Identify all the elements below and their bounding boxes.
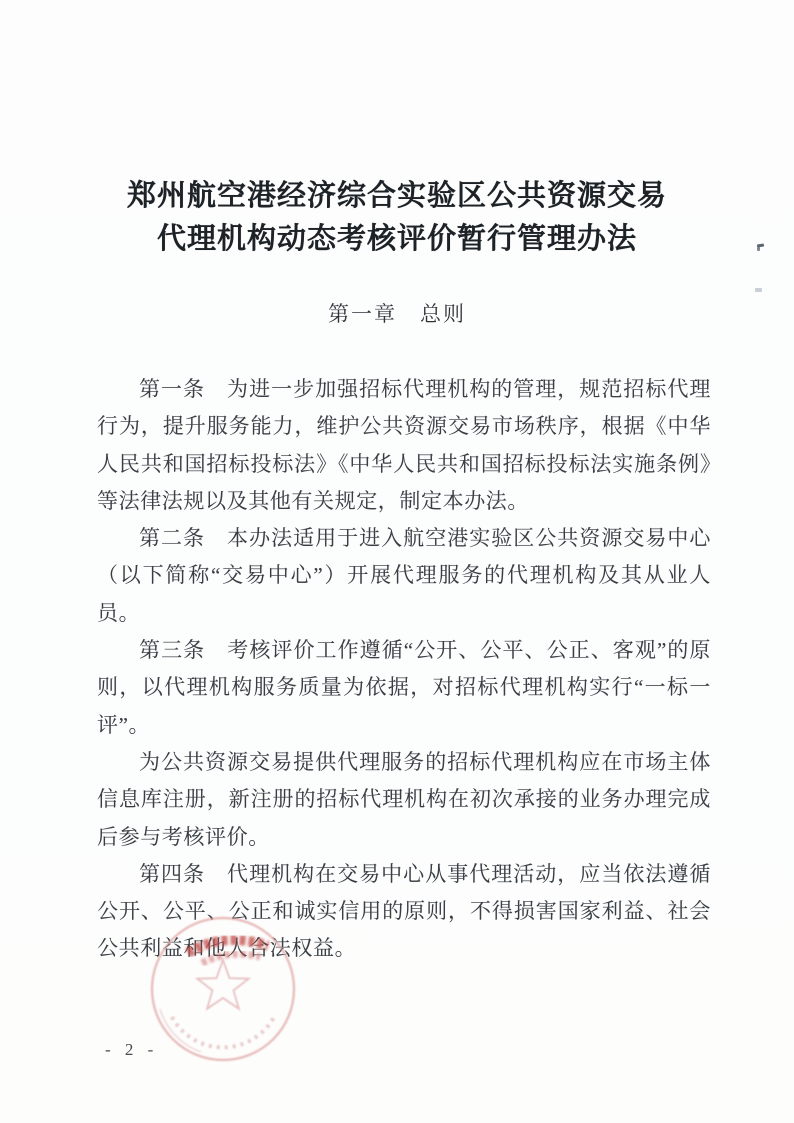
document-body <box>97 371 711 968</box>
scan-artifact-speck <box>755 288 762 292</box>
seal-inner-ring-arc <box>160 1009 201 1052</box>
paragraph-article-2: 第二条 本办法适用于进入航空港实验区公共资源交易中心（以下简称“交易中心”）开展代理服务的代理机构及其从业人员。 <box>97 526 711 625</box>
document-title <box>0 174 794 260</box>
seal-bottom-digit-marks <box>172 1017 274 1047</box>
document-title-line-1: 郑州航空港经济综合实验区公共资源交易 <box>126 178 667 212</box>
paragraph-article-3: 第三条 考核评价工作遵循“公开、公平、公正、客观”的原则，以代理机构服务质量为依据，对招标代理机构实行“一标一评”。 <box>97 638 711 737</box>
paragraph-article-4: 第四条 代理机构在交易中心从事代理活动，应当依法遵循公开、公平、公正和诚实信用的原则，不得损害国家利益、社会公共利益和他人合法权益。 <box>97 861 711 961</box>
chapter-heading: 第一章 总则 <box>328 302 466 326</box>
scan-artifact-speck <box>756 243 765 251</box>
document-title-line-2: 代理机构动态考核评价暂行管理办法 <box>156 221 637 255</box>
paragraph-article-3-continued: 为公共资源交易提供代理服务的招标代理机构应在市场主体信息库注册，新注册的招标代理机构在初次承接的业务办理完成后参与考核评价。 <box>97 749 711 849</box>
page-number: - 2 - <box>105 1040 159 1059</box>
paragraph-article-1: 第一条 为进一步加强招标代理机构的管理，规范招标代理行为，提升服务能力，维护公共资源交易市场秩序，根据《中华人民共和国招标投标法》《中华人民共和国招标投标法实施条例》等法律法规以及其他有关规定，制定本办法。 <box>97 377 711 513</box>
